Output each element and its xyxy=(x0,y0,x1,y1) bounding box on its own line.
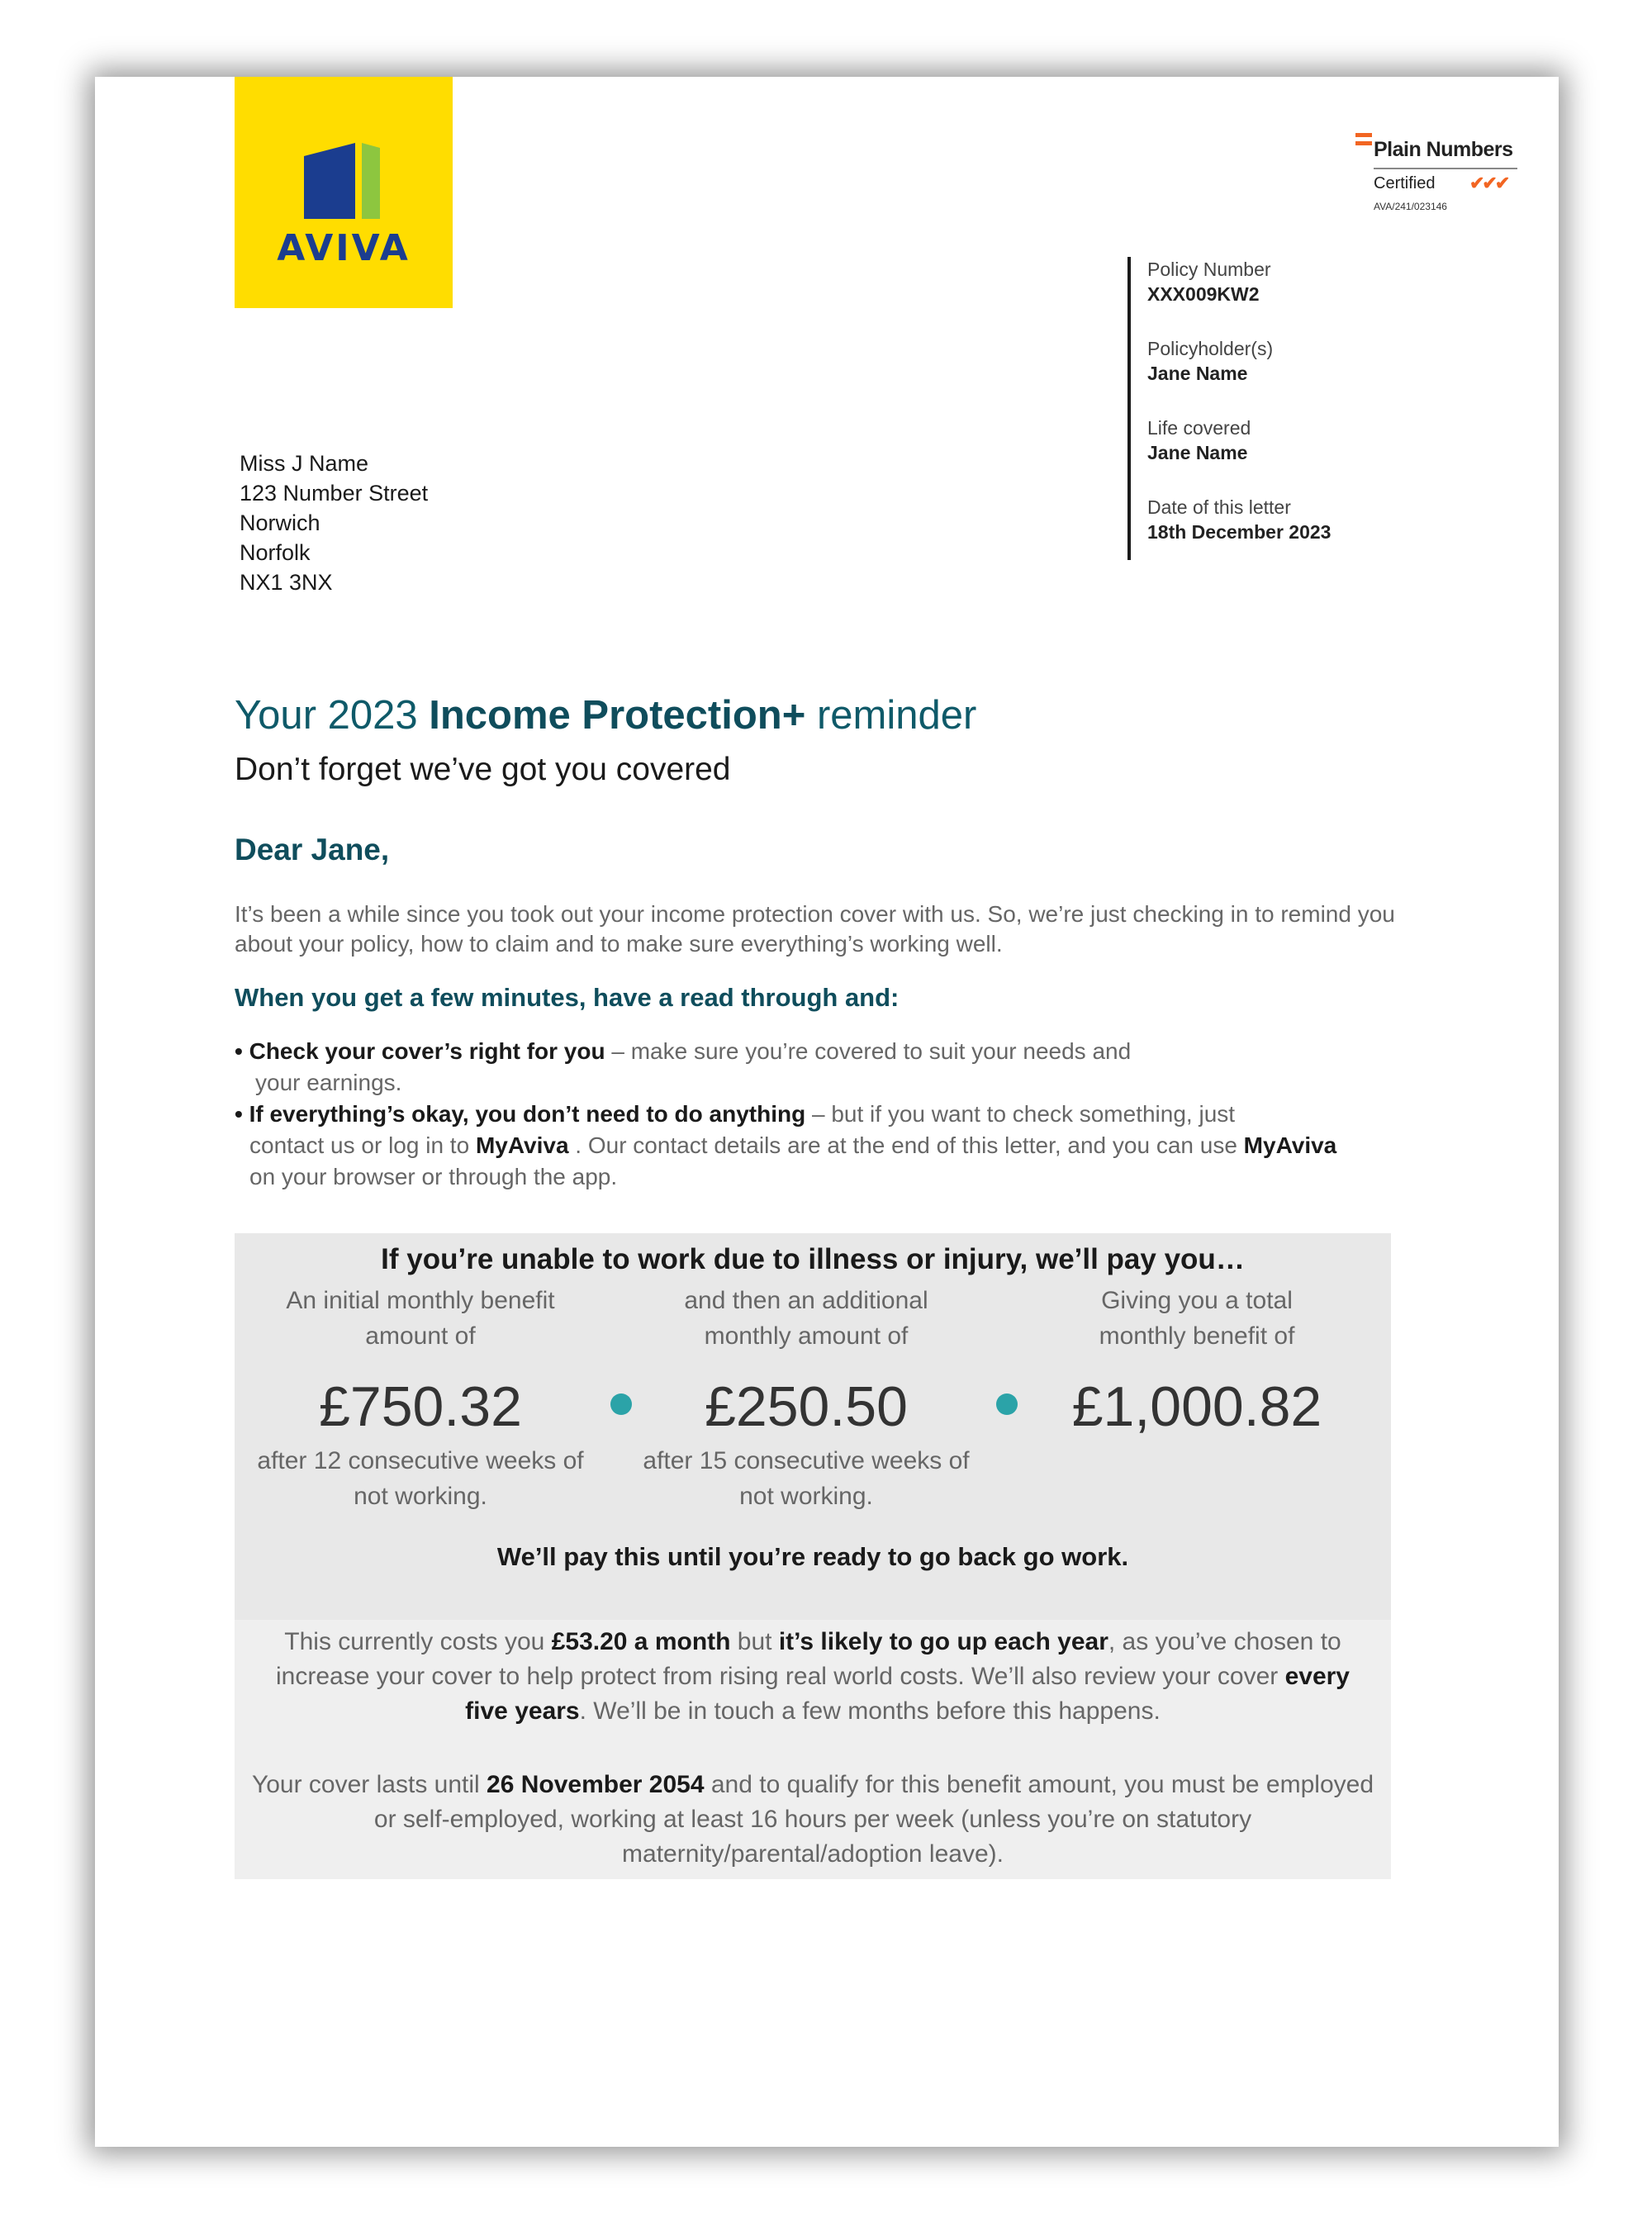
address-line: Norwich xyxy=(240,510,320,535)
bullet-item: • Check your cover’s right for you – make sure you’re covered to suit your needs and your earnings. xyxy=(235,1038,1132,1095)
bullet-item: • If everything’s okay, you don’t need to do anything – but if you want to check something, just contact us or log in to MyAviva . Our contact details are at the end of this letter, and you can use MyAviva on your browser or through the app. xyxy=(235,1101,1337,1189)
policy-number-label: Policy Number xyxy=(1147,259,1271,280)
intro-paragraph: It’s been a while since you took out your income protection cover with us. So, we’re just checking in to remind you about your policy, how to claim and to make sure everything’s working well. xyxy=(235,901,1395,957)
policyholder-label: Policyholder(s) xyxy=(1147,338,1274,359)
letter-subtitle: Don’t forget we’ve got you covered xyxy=(235,752,731,787)
additional-benefit-column: and then an additional monthly amount of £250.50 after 15 consecutive weeks of not working. xyxy=(624,1283,988,1514)
equals-icon xyxy=(1355,133,1372,137)
letter-date-label: Date of this letter xyxy=(1147,496,1291,518)
benefit-heading: If you’re unable to work due to illness or injury, we’ll pay you… xyxy=(381,1243,1245,1275)
benefit-amount: £1,000.82 xyxy=(1071,1375,1322,1438)
benefit-summary-box xyxy=(235,1233,1391,1620)
ticks-icon: ✔✔✔ xyxy=(1469,173,1508,193)
benefit-amount: £750.32 xyxy=(319,1375,522,1438)
lead-heading: When you get a few minutes, have a read through and: xyxy=(235,983,900,1012)
address-line: Norfolk xyxy=(240,540,311,565)
myaviva-link[interactable]: MyAviva xyxy=(475,1132,569,1158)
logo-wordmark: AVIVA xyxy=(277,227,411,269)
life-covered-value: Jane Name xyxy=(1147,442,1248,463)
letter-title: Your 2023 Income Protection+ reminder xyxy=(235,693,977,738)
aviva-logo xyxy=(235,77,453,308)
divider xyxy=(1374,168,1517,169)
address-line: Miss J Name xyxy=(240,451,369,476)
total-benefit-column: Giving you a total monthly benefit of £1,000.82 xyxy=(1015,1283,1379,1440)
recipient-address xyxy=(240,449,428,597)
cost-details-box xyxy=(235,1620,1391,1879)
cover-term-paragraph: Your cover lasts until 26 November 2054 and to qualify for this benefit amount, you must be employed or self-employed, working at least 16 hours per week (unless you’re on statutory maternity/parental/adoption leave). xyxy=(251,1771,1374,1868)
address-line: NX1 3NX xyxy=(240,570,333,595)
address-line: 123 Number Street xyxy=(240,481,429,506)
payment-duration-note: We’ll pay this until you’re ready to go back go work. xyxy=(496,1542,1129,1571)
letter-date-value: 18th December 2023 xyxy=(1147,521,1332,543)
myaviva-link[interactable]: MyAviva xyxy=(1243,1132,1337,1158)
initial-benefit-column: An initial monthly benefit amount of £750.32 after 12 consecutive weeks of not working. xyxy=(239,1283,602,1514)
life-covered-label: Life covered xyxy=(1147,417,1251,439)
certification-code: AVA/241/023146 xyxy=(1374,201,1447,212)
cost-paragraph: This currently costs you £53.20 a month but it’s likely to go up each year, as you’ve chosen to increase your cover to help protect from rising real world costs. We’ll also review your cover every five years. We’ll be in touch a few months before this happens. xyxy=(276,1628,1350,1725)
policy-info-panel xyxy=(1127,257,1458,560)
policy-number-value: XXX009KW2 xyxy=(1147,283,1260,305)
certification-status: Certified xyxy=(1374,174,1436,192)
aviva-mark-icon xyxy=(304,143,380,219)
greeting: Dear Jane, xyxy=(235,833,390,866)
policyholder-value: Jane Name xyxy=(1147,363,1248,384)
letter-page xyxy=(95,77,1559,2147)
benefit-amount: £250.50 xyxy=(705,1375,908,1438)
certification-name: Plain Numbers xyxy=(1374,138,1513,161)
